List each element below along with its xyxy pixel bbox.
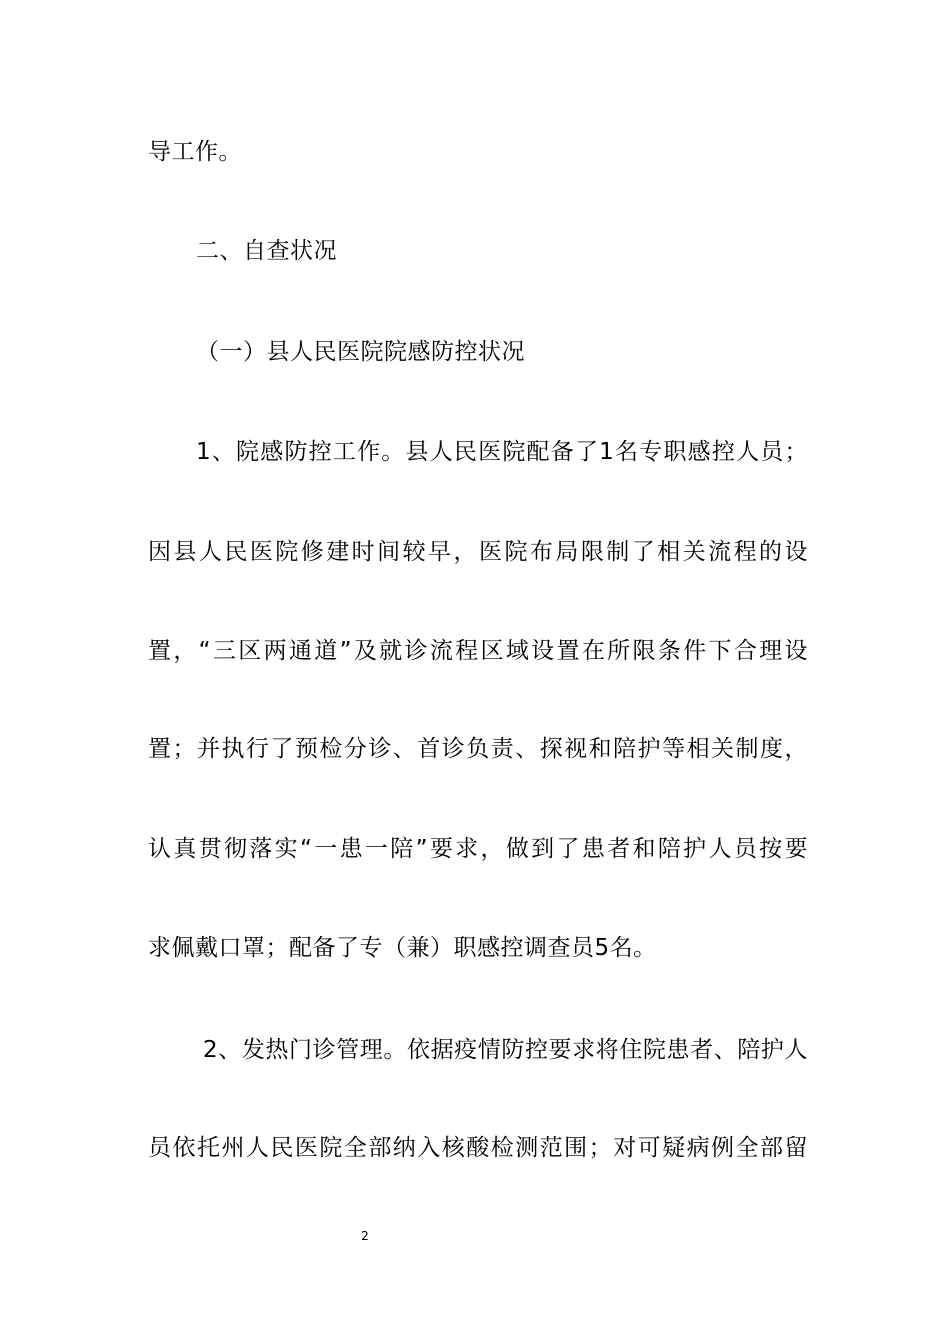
paragraph-line: 2、发热门诊管理。依据疫情防控要求将住院患者、陪护人 bbox=[203, 1037, 808, 1063]
page-number: 2 bbox=[361, 1229, 369, 1243]
subsection-heading: （一）县人民医院院感防控状况 bbox=[196, 339, 525, 365]
paragraph-line: 求佩戴口罩；配备了专（兼）职感控调查员5名。 bbox=[148, 935, 657, 961]
paragraph-line: 认真贯彻落实“一患一陪”要求，做到了患者和陪护人员按要 bbox=[148, 836, 808, 862]
paragraph-line: 1、院感防控工作。县人民医院配备了1名专职感控人员； bbox=[196, 439, 808, 465]
paragraph-line: 置；并执行了预检分诊、首诊负责、探视和陪护等相关制度， bbox=[148, 736, 808, 762]
paragraph-line: 因县人民医院修建时间较早，医院布局限制了相关流程的设 bbox=[148, 539, 808, 565]
paragraph-line: 员依托州人民医院全部纳入核酸检测范围；对可疑病例全部留 bbox=[148, 1135, 808, 1161]
paragraph-line: 导工作。 bbox=[148, 139, 242, 165]
section-heading: 二、自查状况 bbox=[196, 238, 337, 264]
paragraph-line: 置，“三区两通道”及就诊流程区域设置在所限条件下合理设 bbox=[148, 638, 808, 664]
